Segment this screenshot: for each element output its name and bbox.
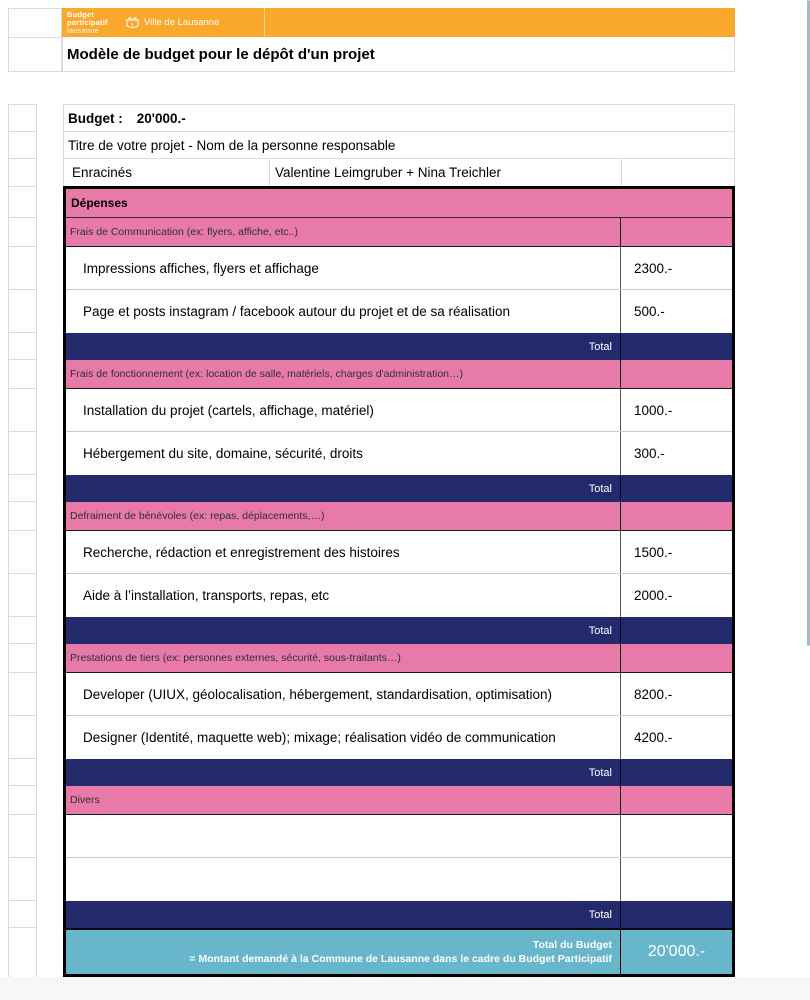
expense-label: Recherche, rédaction et enregistrement des histoires <box>83 544 400 560</box>
section-header-row <box>66 360 732 389</box>
logo-line: lausanne <box>67 26 100 35</box>
subtitle-label: Titre de votre projet - Nom de la personne responsable <box>68 137 396 153</box>
section-header-label: Prestations de tiers (ex: personnes externes, sécurité, sous-traitants…) <box>70 652 401 664</box>
section-total-amount-cell <box>620 901 732 928</box>
section-header-label: Defraiment de bénévoles (ex: repas, déplacements,…) <box>70 510 325 522</box>
gutter-cell <box>9 644 36 673</box>
expense-amount: 1000.- <box>620 389 732 431</box>
section-header-amount-cell <box>620 360 732 388</box>
gutter-cell <box>9 333 36 360</box>
expense-amount: 8200.- <box>620 673 732 715</box>
gutter-cell <box>9 716 36 759</box>
expense-label <box>66 858 620 901</box>
expense-amount: 500.- <box>620 290 732 333</box>
section-header-row <box>66 502 732 531</box>
gutter-cell <box>9 38 61 73</box>
gutter-cell <box>9 105 36 132</box>
row-gutter-top <box>8 8 62 72</box>
section-total-label: Total <box>588 624 612 637</box>
budget-row <box>63 104 735 131</box>
banner-cell-divider <box>264 8 265 37</box>
expense-label: Designer (Identité, maquette web); mixage; réalisation vidéo de communication <box>83 730 556 745</box>
expense-label: Page et posts instagram / facebook autour du projet et de sa réalisation <box>83 304 511 319</box>
title-row <box>62 37 735 72</box>
gutter-cell <box>9 389 36 432</box>
section-header-amount-cell <box>620 218 732 246</box>
expense-label: Hébergement du site, domaine, sécurité, droits <box>83 446 363 461</box>
section-header-row <box>66 786 732 815</box>
section-header-amount-cell <box>620 502 732 530</box>
section-header-row <box>66 218 732 247</box>
grand-total-line1: Total du Budget <box>532 939 612 951</box>
gutter-cell <box>9 759 36 786</box>
ville-de-lausanne-logo <box>125 8 219 37</box>
project-name-cell: Enracinés <box>72 165 133 180</box>
project-row <box>63 158 735 186</box>
gutter-cell <box>9 815 36 858</box>
section-header-label: Divers <box>70 794 100 806</box>
gutter-cell <box>9 617 36 644</box>
expense-row <box>66 432 732 475</box>
gutter-cell <box>9 247 36 290</box>
expense-label: Impressions affiches, flyers et affichage <box>83 260 319 276</box>
section-header-amount-cell <box>620 786 732 814</box>
city-label: Ville de Lausanne <box>144 17 220 28</box>
grand-total-label <box>66 930 620 974</box>
gutter-cell <box>9 574 36 617</box>
gutter-cell <box>9 928 36 978</box>
lausanne-crest-icon <box>125 16 144 29</box>
grand-total-amount: 20'000.- <box>620 930 732 974</box>
gutter-cell <box>9 531 36 574</box>
section-total-row <box>66 617 732 644</box>
gutter-cell <box>9 475 36 502</box>
budget-value: 20'000.- <box>136 110 186 126</box>
expense-label: Installation du projet (cartels, affichage, matériel) <box>83 402 374 418</box>
section-total-label: Total <box>588 340 612 353</box>
gutter-cell <box>9 502 36 531</box>
grand-total-row <box>66 928 732 974</box>
responsible-cell: Valentine Leimgruber + Nina Treichler <box>269 159 621 186</box>
section-total-amount-cell <box>620 617 732 644</box>
section-total-row <box>66 333 732 360</box>
gutter-cell <box>9 673 36 716</box>
section-header-label: Frais de Communication (ex: flyers, affiche, etc..) <box>70 226 298 238</box>
budget-head <box>63 104 735 186</box>
gutter-cell <box>9 858 36 901</box>
expense-row <box>66 574 732 617</box>
empty-cell <box>621 159 734 186</box>
gutter-cell <box>9 159 36 187</box>
expenses-table <box>63 186 735 977</box>
gutter-cell <box>9 218 36 247</box>
section-total-label: Total <box>588 908 612 921</box>
logo-line: participatif <box>67 18 108 27</box>
gutter-cell <box>9 901 36 928</box>
expense-row <box>66 389 732 432</box>
section-total-amount-cell <box>620 759 732 786</box>
expense-label: Developer (UIUX, géolocalisation, hébergement, standardisation, optimisation) <box>83 686 552 702</box>
expense-amount: 1500.- <box>620 531 732 573</box>
row-gutter-main <box>8 104 37 977</box>
gutter-cell <box>9 9 61 38</box>
expense-label: Aide à l’installation, transports, repas, etc <box>83 588 330 603</box>
gutter-cell <box>9 360 36 389</box>
expense-row <box>66 858 732 901</box>
grand-total-line2: = Montant demandé à la Commune de Lausanne dans le cadre du Budget Participatif <box>189 953 612 965</box>
expenses-title: Dépenses <box>71 196 128 210</box>
section-header-label: Frais de fonctionnement (ex: location de salle, matériels, charges d'administration…) <box>70 368 464 380</box>
section-total-amount-cell <box>620 475 732 502</box>
expense-row <box>66 716 732 759</box>
expenses-title-row <box>66 189 732 218</box>
logo-line: Budget <box>67 10 95 19</box>
section-total-label: Total <box>588 766 612 779</box>
expense-row <box>66 247 732 290</box>
section-total-row <box>66 475 732 502</box>
page-bottom-margin <box>0 977 810 1000</box>
section-total-amount-cell <box>620 333 732 360</box>
expense-amount: 4200.- <box>620 716 732 759</box>
expense-row <box>66 673 732 716</box>
gutter-cell <box>9 786 36 815</box>
expense-row <box>66 290 732 333</box>
section-header-row <box>66 644 732 673</box>
expense-row <box>66 531 732 574</box>
gutter-cell <box>9 290 36 333</box>
expense-row <box>66 815 732 858</box>
section-total-row <box>66 759 732 786</box>
section-header-amount-cell <box>620 644 732 672</box>
section-total-label: Total <box>588 482 612 495</box>
gutter-cell <box>9 132 36 159</box>
expense-amount: 300.- <box>620 432 732 475</box>
orange-banner <box>62 8 735 37</box>
budget-participatif-logo <box>67 11 108 35</box>
subtitle-row <box>63 131 735 158</box>
gutter-cell <box>9 187 36 218</box>
expense-amount <box>620 858 732 901</box>
budget-label: Budget : <box>68 110 123 126</box>
expense-amount: 2000.- <box>620 574 732 617</box>
gutter-cell <box>9 432 36 475</box>
expense-amount: 2300.- <box>620 247 732 289</box>
section-total-row <box>66 901 732 928</box>
page-title: Modèle de budget pour le dépôt d'un projet <box>67 45 375 63</box>
expense-amount <box>620 815 732 857</box>
expense-label <box>66 815 620 857</box>
